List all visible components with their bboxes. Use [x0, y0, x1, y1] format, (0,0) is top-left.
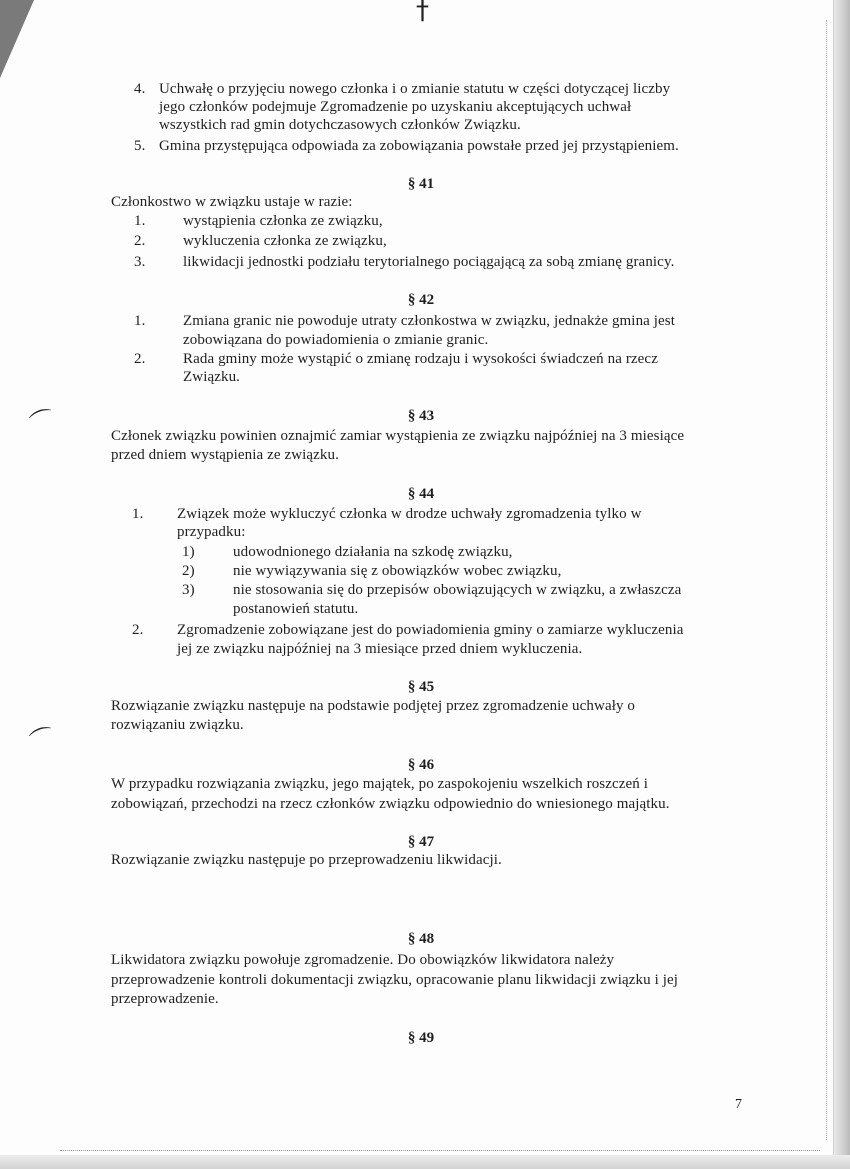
list-number: 2. [134, 351, 146, 367]
list-number: 5. [134, 138, 146, 154]
paragraph-line: Likwidatora związku powołuje zgromadzenie. Do obowiązków likwidatora należy [111, 952, 615, 968]
section-heading: § 47 [407, 834, 435, 850]
scan-bottom-edge [0, 1155, 850, 1169]
paragraph-line: przeprowadzenie. [111, 991, 219, 1007]
list-number: 1. [132, 506, 144, 522]
list-number: 1. [134, 313, 146, 329]
paragraph-line: rozwiązaniu związku. [111, 717, 244, 733]
section-heading: § 46 [407, 757, 435, 773]
paragraph-line: Rozwiązanie związku następuje po przeprowadzeniu likwidacji. [111, 852, 502, 868]
list-number: 4. [134, 81, 146, 97]
paragraph-line: przypadku: [177, 524, 246, 540]
paragraph-line: jej ze związku najpóźniej na 3 miesiące przed dniem wykluczenia. [177, 641, 583, 657]
sublist-number: 3) [182, 582, 195, 598]
paragraph-line: W przypadku rozwiązania związku, jego majątek, po zaspokojeniu wszelkich roszczeń i [111, 776, 648, 792]
paragraph-line: Uchwałę o przyjęciu nowego członka i o zmianie statutu w części dotyczącej liczby [159, 81, 671, 97]
punch-hole-mark: ⌒ [26, 722, 59, 758]
list-number: 3. [134, 254, 146, 270]
list-number: 2. [134, 233, 146, 249]
paragraph-line: zobowiązana do powiadomienia o zmianie granic. [183, 332, 489, 348]
handwritten-cross-mark: † [416, 0, 429, 26]
section-heading: § 44 [407, 486, 435, 502]
paragraph-line: Zgromadzenie zobowiązane jest do powiadomienia gminy o zamiarze wykluczenia [177, 622, 684, 638]
section-heading: § 41 [407, 176, 435, 192]
paragraph-line: przed dniem wystąpienia ze związku. [111, 447, 339, 463]
paragraph-line: Związek może wykluczyć członka w drodze uchwały zgromadzenia tylko w [177, 506, 642, 522]
paragraph-line: przeprowadzenie kontroli dokumentacji związku, opracowanie planu likwidacji związku i jej [111, 972, 679, 988]
section-intro: Członkostwo w związku ustaje w razie: [111, 194, 353, 210]
perforation-bottom [60, 1150, 820, 1151]
list-item: likwidacji jednostki podziału terytorialnego pociągającą za sobą zmianę granicy. [183, 254, 675, 270]
list-number: 1. [134, 213, 146, 229]
section-heading: § 48 [407, 931, 435, 947]
punch-hole-mark: ⌒ [26, 404, 59, 440]
paragraph-line: wszystkich rad gmin dotychczasowych członków Związku. [159, 117, 521, 133]
section-heading: § 43 [407, 408, 435, 424]
sublist-number: 2) [182, 563, 195, 579]
page-number: 7 [735, 1097, 742, 1112]
scan-corner-shadow [0, 0, 34, 78]
paragraph-line: Związku. [183, 369, 241, 385]
section-heading: § 49 [407, 1030, 435, 1046]
sublist-item: nie wywiązywania się z obowiązków wobec związku, [233, 563, 562, 579]
section-heading: § 45 [407, 679, 435, 695]
paragraph-line: Rozwiązanie związku następuje na podstawie podjętej przez zgromadzenie uchwały o [111, 698, 636, 714]
section-heading: § 42 [407, 292, 435, 308]
sublist-item: udowodnionego działania na szkodę związku, [233, 544, 513, 560]
paragraph-line: jego członków podejmuje Zgromadzenie po uzyskaniu akceptujących uchwał [159, 99, 632, 115]
paragraph-line: Rada gminy może wystąpić o zmianę rodzaju i wysokości świadczeń na rzecz [183, 351, 658, 367]
paragraph-line: Zmiana granic nie powoduje utraty członkostwa w związku, jednakże gmina jest [183, 313, 676, 329]
sublist-number: 1) [182, 544, 195, 560]
sublist-item: nie stosowania się do przepisów obowiązujących w związku, a zwłaszcza [233, 582, 682, 598]
list-item: wykluczenia członka ze związku, [183, 233, 387, 249]
sublist-item: postanowień statutu. [233, 601, 359, 617]
list-number: 2. [132, 622, 144, 638]
paragraph-line: zobowiązań, przechodzi na rzecz członków związku odpowiednio do wniesionego majątku. [111, 796, 670, 812]
paragraph-line: Członek związku powinien oznajmić zamiar wystąpienia ze związku najpóźniej na 3 miesiące [111, 428, 685, 444]
paragraph-line: Gmina przystępująca odpowiada za zobowiązania powstałe przed jej przystąpieniem. [159, 138, 679, 154]
list-item: wystąpienia członka ze związku, [183, 213, 383, 229]
